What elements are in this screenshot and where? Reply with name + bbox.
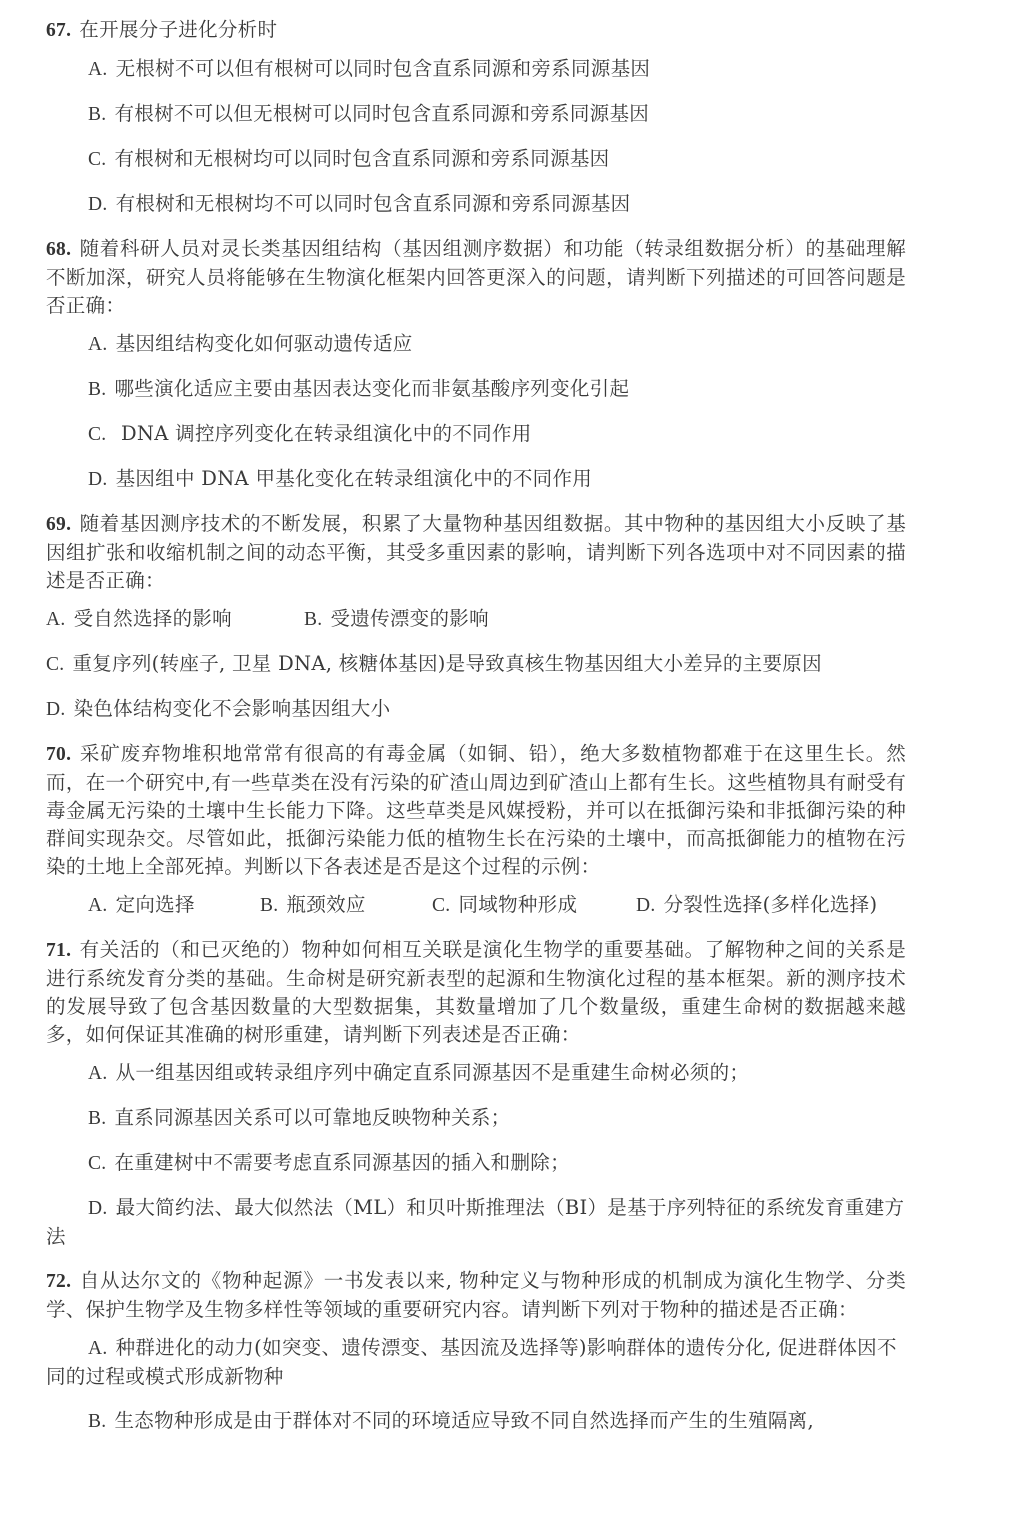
option-d: D. 最大简约法、最大似然法（ML）和贝叶斯推理法（BI）是基于序列特征的系统发育重建方法 — [46, 1196, 905, 1248]
question-stem — [46, 235, 906, 320]
question-67 — [46, 16, 906, 219]
question-number: 72. — [46, 1271, 72, 1292]
option-row-abcd — [46, 891, 906, 920]
option-b: B. 有根树不可以但无根树可以同时包含直系同源和旁系同源基因 — [88, 102, 650, 125]
question-stem — [46, 936, 906, 1049]
question-text: 有关活的（和已灭绝的）物种如何相互关联是演化生物学的重要基础。了解物种之间的关系是进行系统发育分类的基础。生命树是研究新表型的起源和生物演化过程的基本框架。新的测序技术的发展导致了包含基因数量的大型数据集，其数量增加了几个数量级，重建生命树的数据越来越多，如何保证其准确的树形重建，请判断下列表述是否正确： — [46, 938, 906, 1046]
option-b: B. 直系同源基因关系可以可靠地反映物种关系； — [88, 1106, 511, 1129]
question-number: 71. — [46, 940, 72, 961]
option-b: B. 生态物种形成是由于群体对不同的环境适应导致不同自然选择而产生的生殖隔离, — [88, 1409, 814, 1432]
option-c: C. DNA 调控序列变化在转录组演化中的不同作用 — [88, 422, 532, 445]
question-text: 在开展分子进化分析时 — [79, 18, 278, 41]
question-stem — [46, 740, 906, 881]
question-number: 67. — [46, 20, 72, 41]
option-row-ab — [46, 605, 906, 634]
option-b: B. 瓶颈效应 — [260, 893, 366, 916]
question-text: 采矿废弃物堆积地常常有很高的有毒金属（如铜、铅），绝大多数植物都难于在这里生长。然而，在一个研究中,有一些草类在没有污染的矿渣山周边到矿渣山上都有生长。这些植物具有耐受有毒金属无污染的土壤中生长能力下降。这些草类是风媒授粉，并可以在抵御污染和非抵御污染的种群间实现杂交。尽管如此，抵御污染能力低的植物生长在污染的土壤中，而高抵御能力的植物在污染的土地上全部死掉。判断以下各表述是否是这个过程的示例： — [46, 742, 906, 878]
option-c: C. 重复序列(转座子, 卫星 DNA, 核糖体基因)是导致真核生物基因组大小差异的主要原因 — [46, 652, 822, 675]
option-c: C. 在重建树中不需要考虑直系同源基因的插入和删除； — [88, 1151, 570, 1174]
option-d: D. 有根树和无根树均不可以同时包含直系同源和旁系同源基因 — [88, 192, 631, 215]
question-69 — [46, 510, 906, 724]
question-stem — [46, 510, 906, 595]
option-c: C. 同域物种形成 — [432, 893, 578, 916]
option-d: D. 基因组中 DNA 甲基化变化在转录组演化中的不同作用 — [88, 467, 593, 490]
question-page — [46, 16, 906, 1452]
question-text: 随着科研人员对灵长类基因组结构（基因组测序数据）和功能（转录组数据分析）的基础理解不断加深，研究人员将能够在生物演化框架内回答更深入的问题，请判断下列描述的可回答问题是否正确： — [46, 237, 906, 317]
question-72 — [46, 1267, 906, 1436]
question-text: 随着基因测序技术的不断发展，积累了大量物种基因组数据。其中物种的基因组大小反映了基因组扩张和收缩机制之间的动态平衡，其受多重因素的影响，请判断下列各选项中对不同因素的描述是否正确： — [46, 512, 906, 592]
option-a: A. 种群进化的动力(如突变、遗传漂变、基因流及选择等)影响群体的遗传分化, 促进群体因不同的过程或模式形成新物种 — [46, 1336, 897, 1388]
option-d: D. 分裂性选择(多样化选择) — [636, 893, 878, 916]
question-stem — [46, 1267, 906, 1324]
option-c: C. 有根树和无根树均可以同时包含直系同源和旁系同源基因 — [88, 147, 610, 170]
question-number: 68. — [46, 239, 72, 260]
option-d: D. 染色体结构变化不会影响基因组大小 — [46, 697, 391, 720]
option-a: A. 定向选择 — [88, 893, 195, 916]
question-70 — [46, 740, 906, 920]
option-a: A. 基因组结构变化如何驱动遗传适应 — [88, 332, 413, 355]
option-b: B. 哪些演化适应主要由基因表达变化而非氨基酸序列变化引起 — [88, 377, 630, 400]
question-68 — [46, 235, 906, 494]
question-stem — [46, 16, 906, 45]
option-a: A. 无根树不可以但有根树可以同时包含直系同源和旁系同源基因 — [88, 57, 651, 80]
question-number: 70. — [46, 744, 72, 765]
question-number: 69. — [46, 514, 72, 535]
option-a: A. 受自然选择的影响 — [46, 607, 232, 630]
option-a: A. 从一组基因组或转录组序列中确定直系同源基因不是重建生命树必须的； — [88, 1061, 750, 1084]
question-text: 自从达尔文的《物种起源》一书发表以来, 物种定义与物种形成的机制成为演化生物学、分类学、保护生物学及生物多样性等领域的重要研究内容。请判断下列对于物种的描述是否正确： — [46, 1269, 906, 1321]
question-71 — [46, 936, 906, 1251]
option-b: B. 受遗传漂变的影响 — [304, 607, 489, 630]
